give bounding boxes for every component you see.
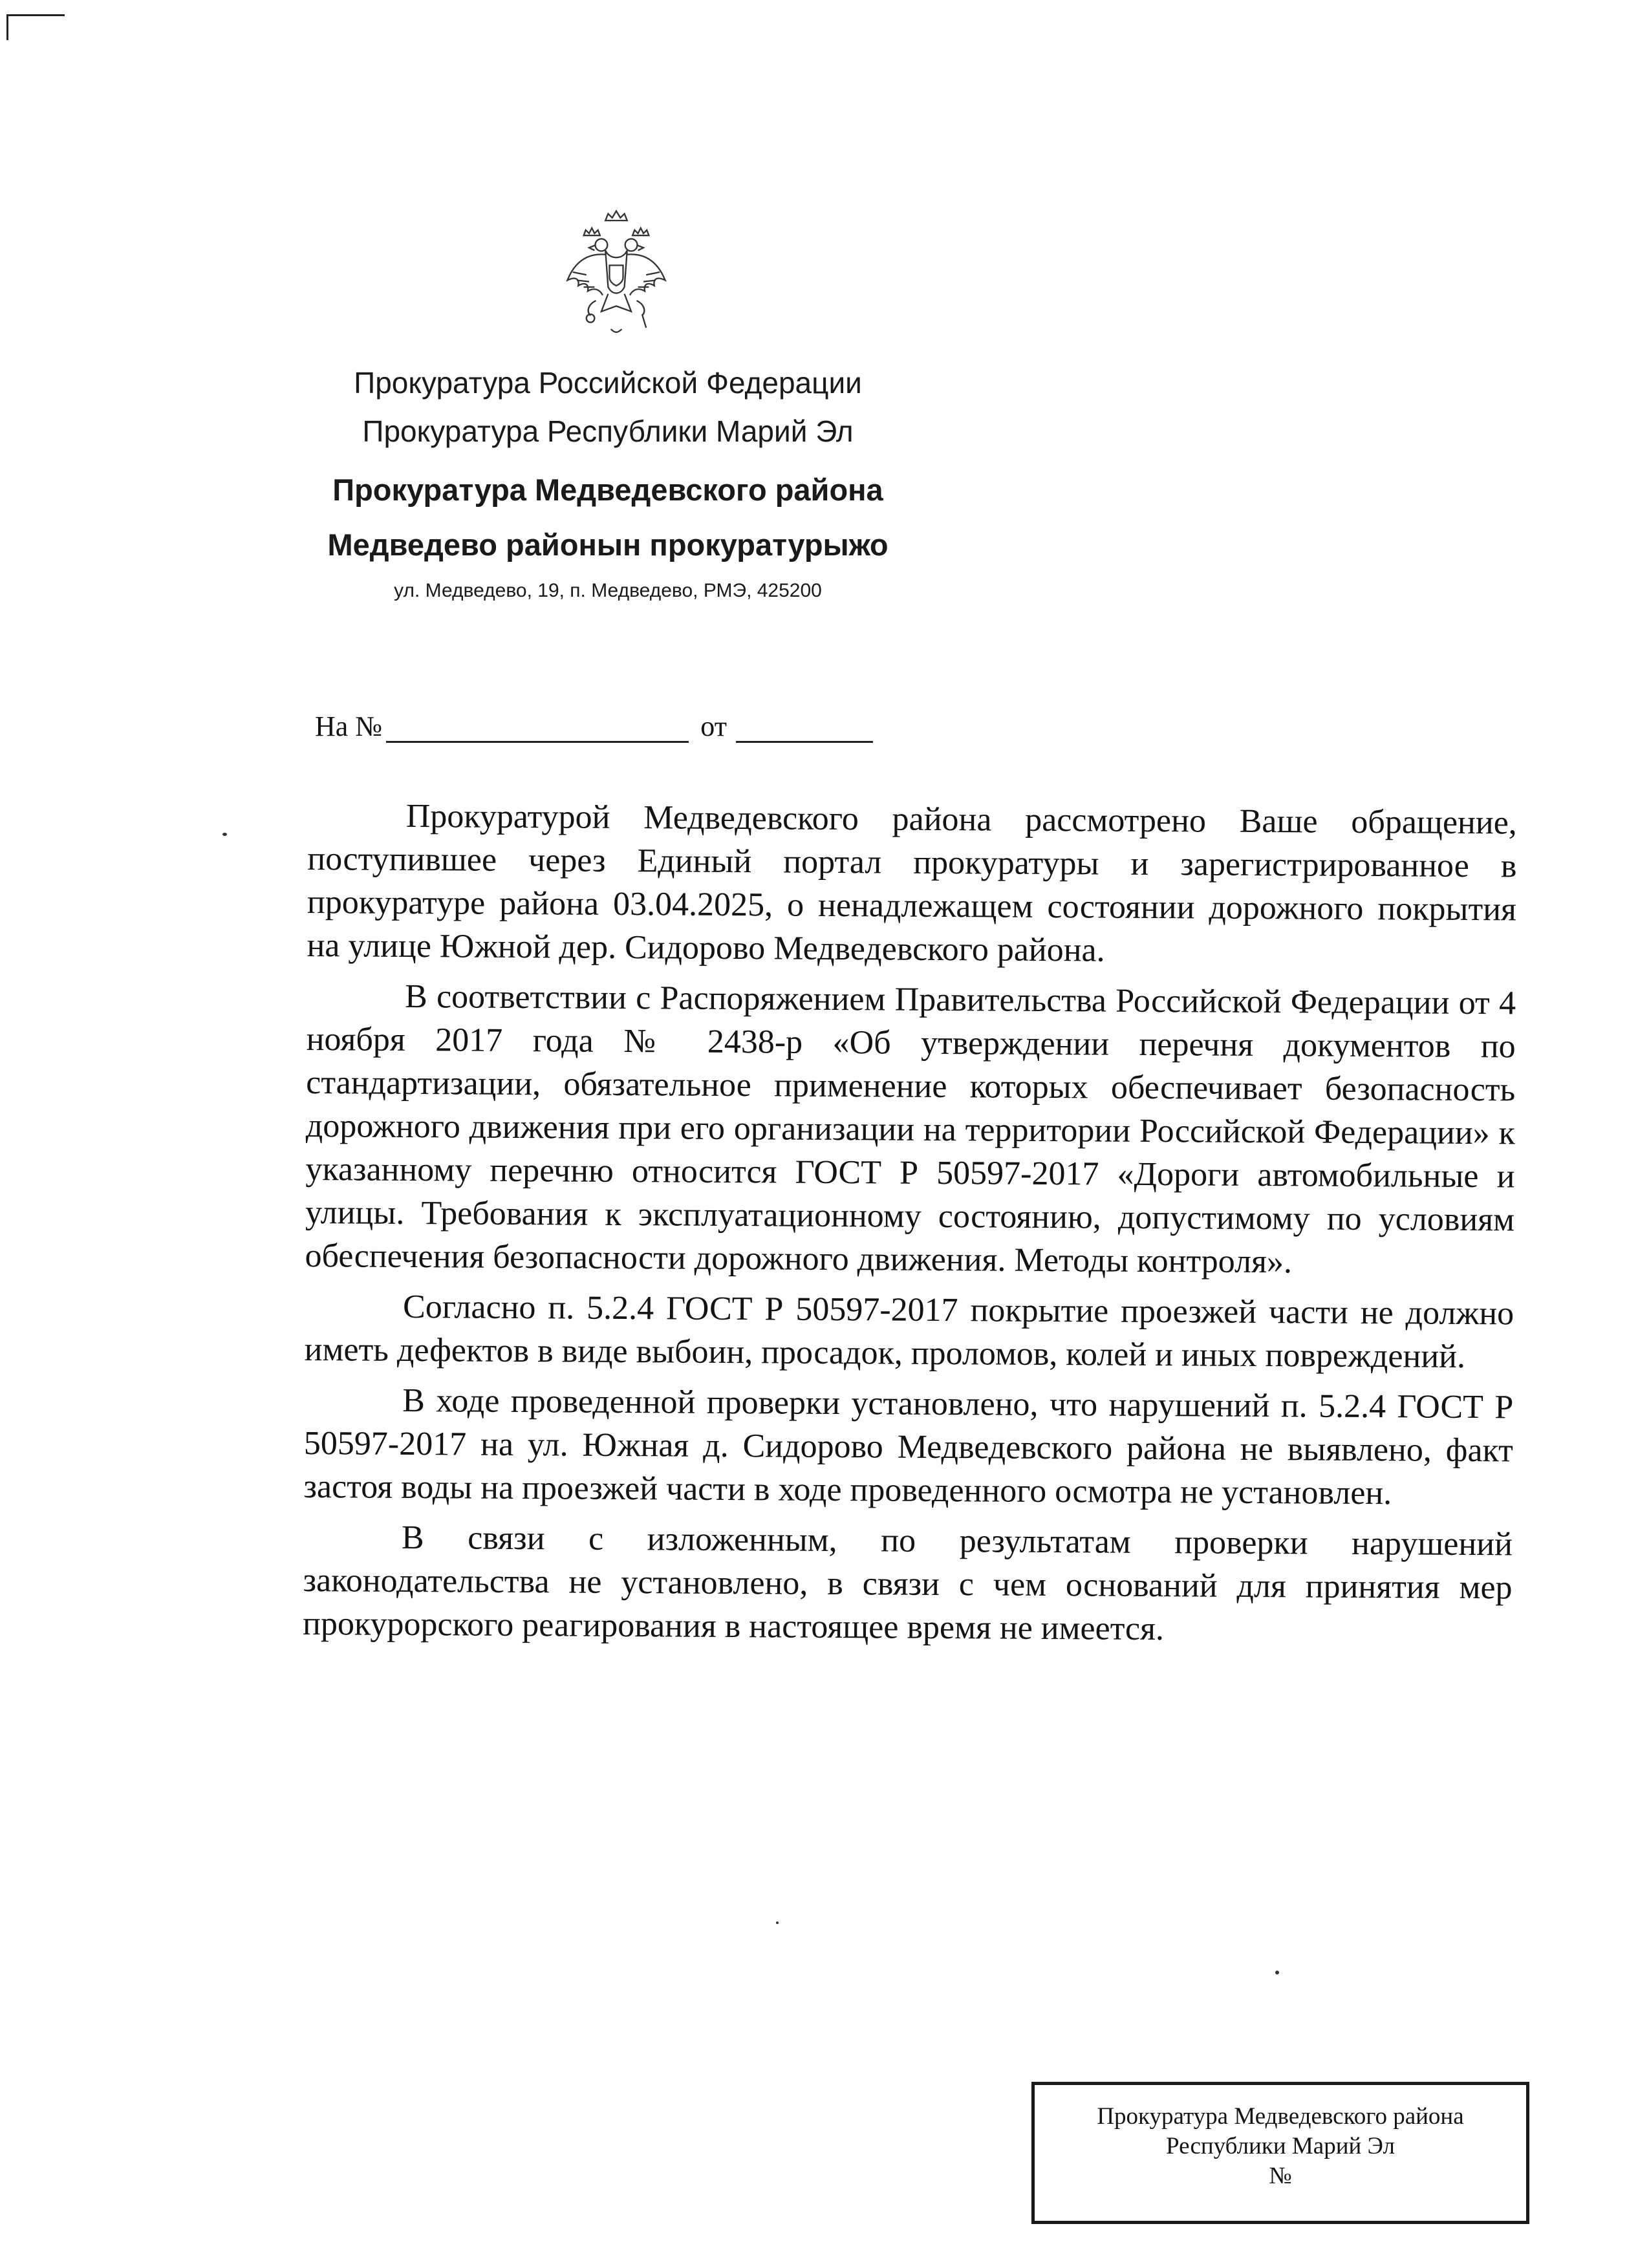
body-paragraph: Согласно п. 5.2.4 ГОСТ Р 50597-2017 покрытие проезжей части не должно иметь дефектов в виде выбоин, просадок, проломов, колей и иных повреждений. <box>304 1288 1514 1375</box>
reference-line <box>315 710 873 743</box>
header-prosecutor-republic: Прокуратура Республики Марий Эл <box>362 414 854 448</box>
scan-corner-mark <box>6 14 65 16</box>
stamp-line-republic: Республики Марий Эл <box>1166 2133 1395 2159</box>
header-prosecutor-district: Прокуратура Медведевского района <box>332 473 883 507</box>
body-paragraph: Прокуратурой Медведевского района рассмотрено Ваше обращение, поступившее через Единый портал прокуратуры и зарегистрированное в прокуратуре района 03.04.2025, о ненадлежащем состоянии дорожного покрытия на улице Южной дер. Сидорово Медведевского района. <box>307 797 1517 969</box>
body-paragraph: В ходе проведенной проверки установлено, что нарушений п. 5.2.4 ГОСТ Р 50597-2017 на ул. Южная д. Сидорово Медведевского района не выявлено, факт застоя воды на проезжей части в ходе проведенного осмотра не установлен. <box>303 1382 1514 1512</box>
header-prosecutor-federation: Прокуратура Российской Федерации <box>354 366 862 400</box>
letter-body <box>303 794 1517 1660</box>
scan-speck <box>776 1921 779 1924</box>
stamp-line-number: № <box>1269 2163 1292 2189</box>
coat-of-arms-icon <box>548 206 684 341</box>
reference-number-label: На № <box>315 711 383 742</box>
reference-date-blank <box>736 719 873 743</box>
reference-number-blank <box>386 719 689 743</box>
stamp-line-office: Прокуратура Медведевского района <box>1097 2103 1464 2130</box>
reference-date-label: от <box>700 711 727 742</box>
scan-speck <box>1275 1971 1279 1974</box>
registration-stamp <box>1031 2082 1529 2224</box>
header-address: ул. Медведево, 19, п. Медведево, РМЭ, 425200 <box>394 580 822 601</box>
body-paragraph: В связи с изложенным, по результатам проверки нарушений законодательства не установлено, в связи с чем оснований для принятия мер прокурорского реагирования в настоящее время не имеется. <box>302 1519 1513 1648</box>
body-paragraph: В соответствии с Распоряжением Правительства Российской Федерации от 4 ноября 2017 года № 2438-р «Об утверждении перечня документов по стандартизации, обязательное применение которых обеспечивает безопасность дорожного движения при его организации на территории Российской Федерации» к указанному перечню относится ГОСТ Р 50597-2017 «Дороги автомобильные и улицы. Требования к эксплуатационному состоянию, допустимому по условиям обеспечения безопасности дорожного движения. Методы контроля». <box>305 978 1516 1281</box>
header-prosecutor-district-mari: Медведево районын прокуратурыжо <box>327 528 889 562</box>
scan-speck <box>222 833 227 836</box>
scan-corner-mark-vertical <box>6 14 8 40</box>
